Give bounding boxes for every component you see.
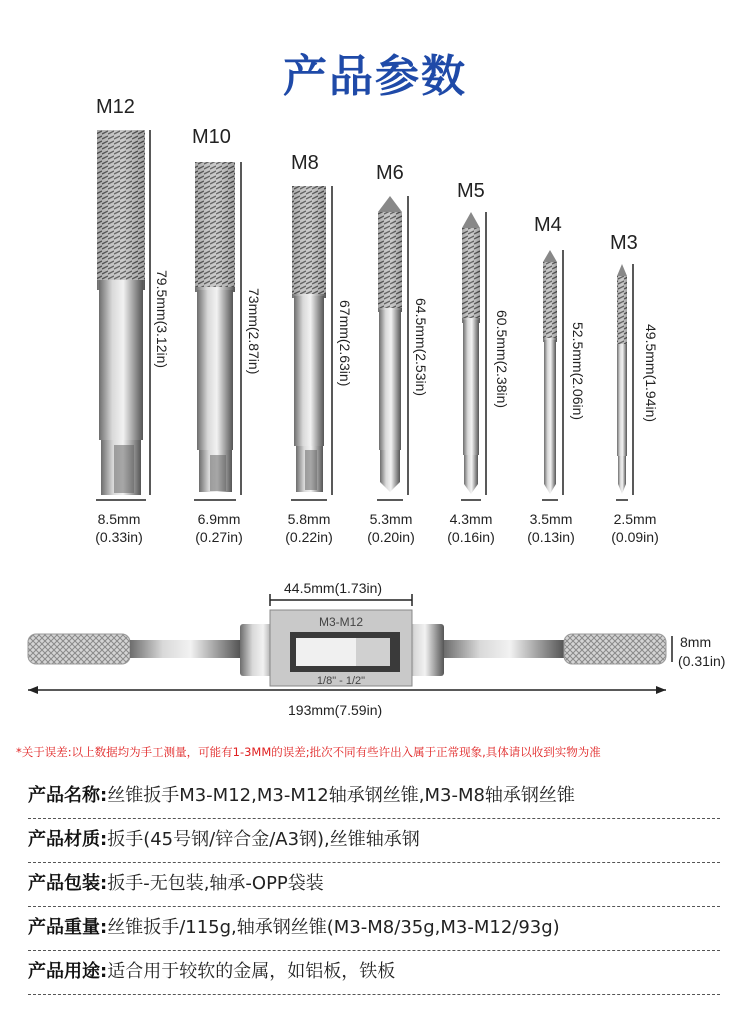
spec-value: 丝锥扳手M3-M12,M3-M12轴承钢丝锥,M3-M8轴承钢丝锥 — [107, 785, 575, 806]
spec-label: 产品重量: — [28, 917, 108, 938]
spec-value: 扳手-无包装,轴承-OPP袋装 — [107, 873, 324, 894]
tap-diameter-m3 — [590, 510, 680, 546]
tap-diameter-in: (0.22in) — [285, 529, 333, 545]
spec-label: 产品名称: — [28, 785, 108, 806]
wrench-body-subtext: 1/8" - 1/2" — [316, 675, 366, 687]
wrench-handle-dia-in: (0.31in) — [678, 653, 726, 669]
tap-name-m3: M3 — [610, 232, 638, 254]
tap-length-m6: 64.5mm(2.53in) — [413, 298, 429, 397]
tap-m4-image — [543, 250, 557, 494]
spec-row-packaging — [28, 862, 720, 907]
tap-m3-image — [617, 264, 627, 494]
tap-m6-image — [378, 196, 402, 492]
tap-diameter-mm: 8.5mm — [97, 511, 141, 527]
tap-diameter-mm: 4.3mm — [449, 511, 493, 527]
tap-diameter-m4 — [506, 510, 596, 546]
wrench-body-text: M3-M12 — [318, 615, 364, 629]
spec-value: 扳手(45号钢/锌合金/A3钢),丝锥轴承钢 — [107, 829, 420, 850]
spec-label: 产品用途: — [28, 961, 108, 982]
error-disclaimer: *关于误差:以上数据均为手工测量，可能有1-3MM的误差;批次不同有些许出入属于正常现象,具体请以收到实物为准 — [16, 745, 601, 759]
wrench-head-width: 44.5mm(1.73in) — [284, 580, 383, 596]
tap-diameter-m5 — [426, 510, 516, 546]
left-knurled-grip — [28, 634, 130, 664]
tap-m12-image — [97, 130, 145, 495]
spec-row-usage — [28, 950, 720, 995]
spec-value: 适合用于较软的金属，如铝板，铁板 — [107, 961, 396, 982]
tap-diameter-in: (0.20in) — [367, 529, 415, 545]
tap-length-m5: 60.5mm(2.38in) — [494, 310, 510, 409]
tap-length-m3: 49.5mm(1.94in) — [643, 324, 659, 423]
spec-row-material — [28, 818, 720, 863]
tap-name-m10: M10 — [192, 126, 231, 148]
wrench-total-length: 193mm(7.59in) — [288, 702, 383, 718]
spec-value: 丝锥扳手/115g,轴承钢丝锥(M3-M8/35g,M3-M12/93g) — [107, 917, 560, 938]
tap-name-m5: M5 — [457, 180, 485, 202]
tap-diameter-m6 — [346, 510, 436, 546]
tap-m10-image — [195, 162, 235, 492]
tap-diameter-m8 — [264, 510, 354, 546]
left-handle-bar — [130, 640, 240, 658]
tap-length-m12: 79.5mm(3.12in) — [154, 270, 170, 369]
tap-diameter-mm: 5.3mm — [369, 511, 413, 527]
wrench-handle-dia-mm: 8mm — [680, 634, 712, 650]
tap-name-m12: M12 — [96, 96, 135, 118]
tap-length-m8: 67mm(2.63in) — [337, 300, 353, 387]
tap-diameter-mm: 3.5mm — [529, 511, 573, 527]
tap-m5-image — [462, 212, 480, 494]
tap-m8-image — [292, 186, 326, 492]
tap-diameter-mm: 6.9mm — [197, 511, 241, 527]
tap-length-m10: 73mm(2.87in) — [246, 288, 262, 375]
spec-label: 产品材质: — [28, 829, 108, 850]
tap-diameter-in: (0.33in) — [95, 529, 143, 545]
tap-diameter-in: (0.13in) — [527, 529, 575, 545]
page-title: 产品参数 — [283, 51, 467, 102]
spec-row-name — [28, 774, 720, 819]
tap-diameter-in: (0.16in) — [447, 529, 495, 545]
tap-length-m4: 52.5mm(2.06in) — [570, 322, 586, 421]
tap-diameter-in: (0.09in) — [611, 529, 659, 545]
right-handle-bar — [444, 640, 564, 658]
tap-diameter-in: (0.27in) — [195, 529, 243, 545]
tap-diameter-mm: 5.8mm — [287, 511, 331, 527]
tap-name-m8: M8 — [291, 152, 319, 174]
spec-row-weight — [28, 906, 720, 951]
spec-label: 产品包装: — [28, 873, 108, 894]
tap-diameter-m12 — [74, 510, 164, 546]
right-knurled-grip — [564, 634, 666, 664]
tap-diameter-mm: 2.5mm — [613, 511, 657, 527]
tap-diameter-m10 — [174, 510, 264, 546]
tap-name-m4: M4 — [534, 214, 562, 236]
tap-name-m6: M6 — [376, 162, 404, 184]
